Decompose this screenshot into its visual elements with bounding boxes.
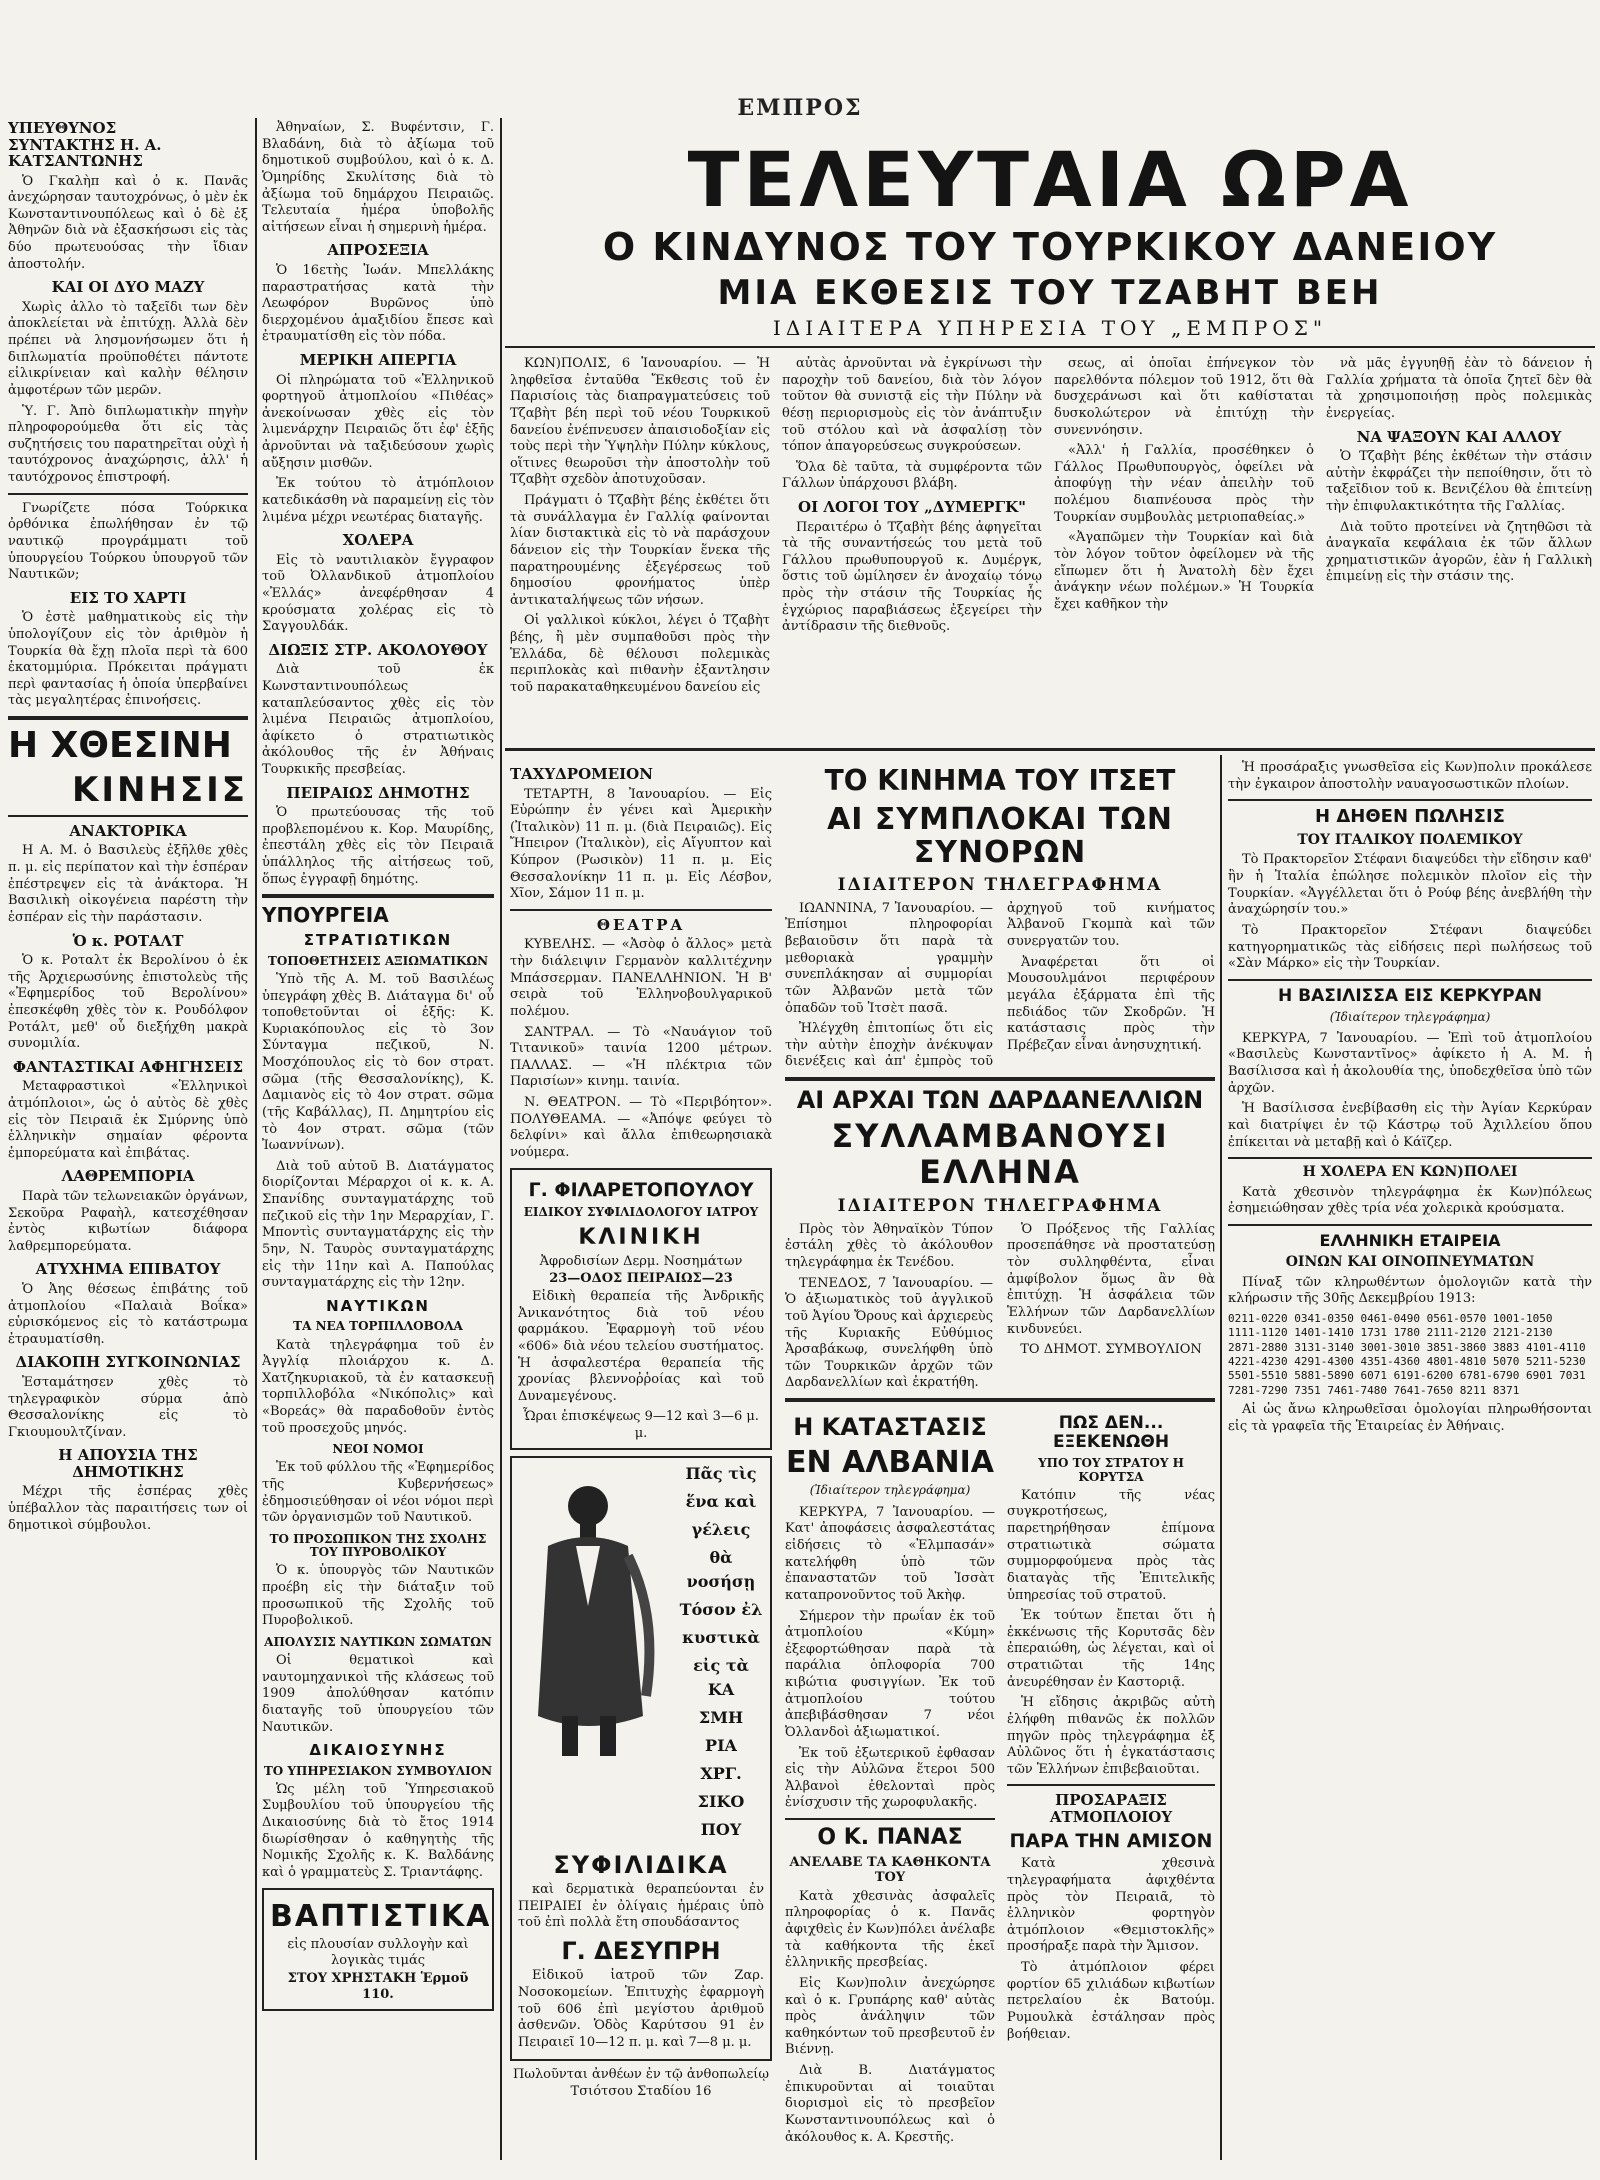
section-heading: ΤΟ ΠΡΟΣΩΠΙΚΟΝ ΤΗΣ ΣΧΟΛΗΣ ΤΟΥ ΠΥΡΟΒΟΛΙΚΟΥ bbox=[269, 1531, 487, 1560]
section-heading: ΚΑΙ ΟΙ ΔΥΟ ΜΑΖΥ bbox=[51, 278, 205, 297]
story-column bbox=[510, 356, 770, 741]
paragraph: Κατὰ χθεσινὰς ἀσφαλεῖς πληροφορίας ὁ κ. Πανᾶς ἀφιχθεὶς ἐν Κων)πόλει ἀνέλαβε τὰ καθήκοντα τῆς ἐκεῖ ἑλληνικῆς πρεσβείας. bbox=[785, 1888, 995, 1971]
headline-line-2: ΜΙΑ ΕΚΘΕΣΙΣ ΤΟΥ ΤΖΑΒΗΤ ΒΕΗ bbox=[717, 273, 1383, 313]
paragraph: ΚΕΡΚΥΡΑ, 7 Ἰανουαρίου. — Ἐπὶ τοῦ ἀτμοπλοίου «Βασιλεὺς Κωνσταντῖνος» ἀφίκετο ἡ Α. Μ. ἡ Βασίλισσα καὶ ἡ ἀκολουθία της, ὑποδεχθεῖσα ὑπὸ τῶν ἀρχῶν. bbox=[1228, 1030, 1592, 1096]
ad-role: ΕΙΔΙΚΟΥ ΣΥΦΙΛΙΔΟΛΟΓΟΥ ΙΑΤΡΟΥ bbox=[523, 1205, 759, 1220]
paragraph: Πρὸς τὸν Ἀθηναϊκὸν Τύπον ἐστάλη χθὲς τὸ ἀκόλουθον τηλεγράφημα ἐκ Τενέδου. bbox=[785, 1221, 993, 1271]
section-heading: ΔΙΩΞΙΣ ΣΤΡ. ΑΚΟΛΟΥΘΟΥ bbox=[268, 640, 488, 659]
ad-side-text: ΣΙΚΟ bbox=[697, 1791, 745, 1811]
section-heading: ΟΙ ΛΟΓΟΙ ΤΟΥ „ΔΥΜΕΡΓΚ" bbox=[798, 498, 1026, 516]
paragraph: ΤΕΝΕΔΟΣ, 7 Ἰανουαρίου. — Ὁ ἀξιωματικὸς τοῦ ἀγγλικοῦ τοῦ Ἀγίου Ὄρους καὶ ἀρχιερεὺς τῆς Κυριακῆς Εὐθύμιος Ἀρσαβάκωφ, συνελήφθη ὑπὸ τῶν Τουρκικῶν ἀρχῶν τῶν Δαρδανελλίων καὶ ἐκρατήθη. bbox=[785, 1275, 993, 1391]
paragraph: Η Α. Μ. ὁ Βασιλεὺς ἐξῆλθε χθὲς π. μ. εἰς περίπατον καὶ τὴν ἑσπέραν ἐπέστρεψεν εἰς τὰ ἀνάκτορα. Ἡ Βασιλικὴ οἰκογένεια παρέστη τὴν ἑσπέραν εἰς τὴν παράστασιν. bbox=[8, 843, 248, 925]
divider bbox=[505, 346, 1595, 348]
paragraph: Ἡ εἴδησις ἀκριβῶς αὐτὴ ἐλήφθη πιθανῶς ἐκ πολλῶν πηγῶν πρὸς τηλεγράφημα ἐξ Αὐλῶνος ὅτι ἡ ἐγκατάστασις τῶν Ἑλλήνων ἐπιβεβαιοῦται. bbox=[1007, 1695, 1215, 1777]
telegram-label: ΙΔΙΑΙΤΕΡΟΝ ΤΗΛΕΓΡΑΦΗΜΑ bbox=[837, 1195, 1163, 1216]
man-in-coat-illustration bbox=[518, 1466, 668, 1766]
ad-side-text: θὰ νοσήσῃ bbox=[686, 1547, 756, 1591]
paragraph: Ὁ Γκαλὴπ καὶ ὁ κ. Πανᾶς ἀνεχώρησαν ταυτοχρόνως, ὁ μὲν ἐκ Κωνσταντινουπόλεως καὶ ὁ δὲ ἐξ Ἀθηνῶν διὰ νὰ ἐξασκήσωσι εἰς τὰς δύο πρωτευούσας τὴν ἴδιαν ἀποστολήν. bbox=[8, 173, 248, 272]
divider bbox=[1228, 799, 1592, 801]
ad-side-text: ἕνα καὶ bbox=[685, 1491, 757, 1511]
ad-side-text: γέλεις bbox=[691, 1519, 751, 1539]
section-heading: ΤΑ ΝΕΑ ΤΟΡΠΙΛΛΟΒΟΛΑ bbox=[293, 1319, 463, 1334]
paragraph: Τὸ Πρακτορεῖον Στέφανι διαψεύδει τὴν εἴδησιν καθ' ἣν ἡ Ἰταλία ἐπώλησε πολεμικὸν πλοῖον εἰς τὴν Τουρκίαν. «Ἀγγέλλεται ὅτι ὁ Ρούφ βέης ἀνεβλήθη τὴν ἀναχώρησίν του.» bbox=[1228, 852, 1592, 918]
column-rule bbox=[500, 118, 502, 2160]
story-title: ΑΙ ΣΥΜΠΛΟΚΑΙ ΤΩΝ ΣΥΝΟΡΩΝ bbox=[827, 801, 1173, 870]
divider bbox=[1228, 979, 1592, 981]
section-subtitle: ΝΑΥΤΙΚΩΝ bbox=[326, 1296, 430, 1315]
ad-text: 23—ΟΔΟΣ ΠΕΙΡΑΙΩΣ—23 bbox=[549, 1271, 733, 1287]
story-title: Η ΧΟΛΕΡΑ ΕΝ ΚΩΝ)ΠΟΛΕΙ bbox=[1302, 1164, 1518, 1181]
ad-side-text: ΡΙΑ bbox=[705, 1735, 737, 1755]
story-title: Η ΔΗΘΕΝ ΠΩΛΗΣΙΣ bbox=[1315, 806, 1505, 828]
story-column bbox=[1054, 356, 1314, 741]
paragraph: Κατόπιν τῆς νέας συγκροτήσεως, παρετηρήθησαν ἐπίμονα στρατιωτικὰ σώματα συμμορφούμενα πρὸς τὰς διαταγὰς τῆς Ἐπιτελικῆς ὑπηρεσίας τοῦ στρατοῦ. bbox=[1007, 1487, 1215, 1603]
paragraph: Χωρὶς ἀλλο τὸ ταξεῖδι των δὲν ἀποκλείεται νὰ ἐπιτύχῃ. Ἀλλὰ δὲν πρέπει νὰ λησμονήσωμεν ὅτι ἡ διπλωματία προϋποθέτει πάντοτε εἰλικρίνειαν καὶ καλὴν θέλησιν ἀμφοτέρων τῶν μερῶν. bbox=[8, 299, 248, 398]
paragraph: Ὁ Τζαβὴτ βέης ἐκθέτων τὴν στάσιν αὐτὴν ἐκφράζει τὴν πεποίθησιν, ὅτι τὸ ταξεῖδιον τοῦ κ. Βενιζέλου θὰ ἐπιτείνῃ τὴν ἐπιφυλακτικότητα τῆς Γαλλίας. bbox=[1326, 449, 1592, 514]
story-body bbox=[785, 1222, 1215, 1392]
section-heading: ΕΙΣ ΤΟ ΧΑΡΤΙ bbox=[69, 588, 187, 607]
ad-side-text: Πᾶς τὶς bbox=[685, 1463, 757, 1483]
story-subtitle: ΥΠΟ ΤΟΥ ΣΤΡΑΤΟΥ Η ΚΟΡΥΤΣΑ bbox=[1038, 1456, 1184, 1484]
paragraph: ΚΥΒΕΛΗΣ. — «Ἀσὸφ ὁ ἄλλος» μετὰ τὴν διάλειψιν Γερμανὸν καλλιτέχνην Μπάσσερμαν. ΠΑΝΕΛΛΗΝΙΟΝ. Ἡ Β' σειρὰ τοῦ Ἑλληνοβουλγαρικοῦ πολέμου. bbox=[510, 937, 772, 1019]
paragraph: ΚΕΡΚΥΡΑ, 7 Ἰανουαρίου. — Κατ' ἀποφάσεις ἀσφαλεστάτας εἰδήσεις τὸ «Ἐλμπασάν» κατελήφθη ὑπὸ τῶν ἐπαναστατῶν τοῦ Ἰσσὰτ καταπρονοῦντος τοῦ Ἀκὴφ. bbox=[785, 1504, 995, 1603]
ad-side-text: εἰς τὰ ΚΑ bbox=[693, 1655, 749, 1699]
divider bbox=[1007, 1784, 1215, 1786]
headline-banner: ΤΕΛΕΥΤΑΙΑ ΩΡΑ bbox=[687, 135, 1413, 224]
paragraph: Ἠλέγχθη ἐπιτοπίως ὅτι εἰς τὴν αὐτὴν ἐποχὴν ἀνέκυψαν διενέξεις καὶ ἀπ' ἐμπρὸς τοῦ ἀρχηγοῦ τοῦ κινήματος Ἀλβανοῦ Γκομπὰ καὶ τῶν συνεργατῶν του. bbox=[785, 900, 1215, 1070]
paragraph: Ὁ πρωτεύουσας τῆς τοῦ προβλεπομένου κ. Κορ. Μαυρίδης, ἐπεστάλη χθὲς εἰς τὸν Πειραιᾶ ὑπάλληλος τῆς αἰτήσεως τοῦ, ὅπως ἐγγραφῇ δημότης. bbox=[262, 805, 494, 887]
paragraph: ΚΩΝ)ΠΟΛΙΣ, 6 Ἰανουαρίου. — Ἡ ληφθεῖσα ἐνταῦθα Ἔκθεσις τοῦ ἐν Παρισίοις τὰς διαπραγματεύσεις τοῦ Τζαβὴτ βέη περὶ τοῦ νέου Τουρκικοῦ δανείου ἐνέπνευσεν ἀπαισιοδοξίαν εἰς τοὺς περὶ τὴν Ὑψηλὴν Πύλην κύκλους, οἵτινες θεωροῦσι τὴν ἀποστολὴν τοῦ Τζαβὴτ σχεδὸν ἀποτυχοῦσαν. bbox=[510, 356, 770, 488]
story-block bbox=[785, 1408, 995, 2150]
section-heading: Η ΑΠΟΥΣΙΑ ΤΗΣ ΔΗΜΟΤΙΚΗΣ bbox=[58, 1446, 198, 1481]
story-column bbox=[1326, 356, 1592, 741]
paragraph: καὶ δερματικὰ θεραπεύονται ἐν ΠΕΙΡΑΙΕΙ ἐν ὀλίγαις ἡμέραις ὑπὸ τοῦ ἐπὶ πολλὰ ἔτη σπουδάσαντος bbox=[518, 1882, 764, 1931]
story-subtitle: ΟΙΝΩΝ ΚΑΙ ΟΙΝΟΠΝΕΥΜΑΤΩΝ bbox=[1285, 1254, 1535, 1271]
paragraph: Ἐκ τοῦ φύλλου τῆς «Ἐφημερίδος τῆς Κυβερνήσεως» ἐδημοσιεύθησαν οἱ νέοι νόμοι περὶ τῶν ὀργανισμῶν τοῦ Ναυτικοῦ. bbox=[262, 1460, 494, 1526]
paragraph: «Ἀγαπῶμεν τὴν Τουρκίαν καὶ διὰ τὸν λόγον τοῦτον ὀφείλομεν νὰ τῆς εἴπωμεν ὅτι ἡ Ἀνατολὴ δὲν ἔχει ἀνάγκην νέων πολέμων.» Ἡ Τουρκία ἔχει καθῆκον τὴν bbox=[1054, 530, 1314, 612]
ad-name: Γ. ΦΙΛΑΡΕΤΟΠΟΥΛΟΥ bbox=[528, 1178, 754, 1201]
ad-side-text: ΠΟΥ bbox=[700, 1819, 742, 1839]
paragraph: Ἐκ τούτου τὸ ἀτμόπλοιον κατεδικάσθη νὰ παραμείνῃ εἰς τὸν λιμένα μέχρι νεωτέρας διαταγῆς. bbox=[262, 476, 494, 525]
advertisement bbox=[510, 1456, 772, 2062]
paragraph: Εἰδικὴ θεραπεία τῆς Ἀνδρικῆς Ἀνικανότητος διὰ τοῦ νέου φαρμάκου. Ἐφαρμογὴ τοῦ νέου «606» διὰ νέου τελείου συστήματος. Ἡ ἀσφαλεστέρα θεραπεία τῆς χρονίας βλεννοῤῥοίας καὶ τοῦ Δυναμεγένους. bbox=[518, 1289, 764, 1404]
divider bbox=[8, 716, 248, 720]
section-heading: ΘΕΑΤΡΑ bbox=[596, 915, 686, 934]
paragraph: Περαιτέρω ὁ Τζαβὴτ βέης ἀφηγεῖται τὰ τῆς συναντήσεώς του μετὰ τοῦ Γάλλου πρωθυπουργοῦ κ. Δυμέργκ, ὅστις τοῦ ὡμίλησεν ἐν ἀνοχαίῳ τόνῳ πρὸς τὴν στάσιν τῆς Τουρκίας ἧς ἐγχώριος παραβιάσεως ἐξεγείρει τὴν ἀντίδρασιν τῆς διεθνοῦς. bbox=[782, 519, 1042, 635]
section-heading: ΦΑΝΤΑΣΤΙΚΑΙ ΑΦΗΓΗΣΕΙΣ bbox=[12, 1057, 244, 1076]
divider bbox=[785, 1818, 995, 1820]
story-subtitle: ΠΑΡΑ ΤΗΝ ΑΜΙΣΟΝ bbox=[1009, 1830, 1213, 1853]
section-heading: ΝΕΟΙ ΝΟΜΟΙ bbox=[332, 1442, 424, 1457]
story-body bbox=[785, 901, 1215, 1071]
paragraph: Κατὰ χθεσινὸν τηλεγράφημα ἐκ Κων)πόλεως ἐσημειώθησαν χθὲς τρία νέα χολερικὰ κρούσματα. bbox=[1228, 1184, 1592, 1217]
divider bbox=[262, 894, 494, 898]
paragraph: σεως, αἱ ὁποῖαι ἐπήνεγκον τὸν παρελθόντα πόλεμον τοῦ 1912, ὅτι θὰ δυσχεράνωσι καὶ ὅτι καθίσταται δυσκολώτερον νὰ ἐπιτύχῃ τὴν συνεννόησιν. bbox=[1054, 356, 1314, 438]
paragraph: Μέχρι τῆς ἐσπέρας χθὲς ὑπέβαλλον τὰς παραιτήσεις των οἱ δημοτικοὶ σύμβουλοι. bbox=[8, 1484, 248, 1533]
section-heading: Ὁ κ. ΡΟΤΑΛΤ bbox=[72, 931, 184, 950]
ad-text: Πωλοῦνται ἀνθέων ἐν τῷ ἀνθοπωλείῳ Τσιότσου Σταδίου 16 bbox=[513, 2067, 769, 2100]
telegram-label: (Ἰδιαίτερον τηλεγράφημα) bbox=[809, 1483, 971, 1498]
paragraph: Ὁ Ἀης θέσεως ἐπιβάτης τοῦ ἀτμοπλοίου «Παλαιὰ Βοΐκα» εὑρισκόμενος εἰς τὸ κατάστρωμα ἐτραυματίσθη. bbox=[8, 1281, 248, 1347]
two-story-row bbox=[785, 1408, 1215, 2150]
paragraph: «Ἀλλ' ἡ Γαλλία, προσέθηκεν ὁ Γάλλος Πρωθυπουργὸς, ὀφείλει νὰ ἀποφύγῃ τὴν νέαν ἀπειλὴν τοῦ πολέμου διαπνέουσα πρὸς τὴν Τουρκίαν συμβουλὰς μετριοπαθείας.» bbox=[1054, 443, 1314, 525]
story-subtitle: ΑΝΕΛΑΒΕ ΤΑ ΚΑΘΗΚΟΝΤΑ ΤΟΥ bbox=[789, 1855, 991, 1885]
ad-text: ΣΤΟΥ ΧΡΗΣΤΑΚΗ Ἑρμοῦ 110. bbox=[287, 1970, 469, 2003]
story-title: ΣΥΛΛΑΜΒΑΝΟΥΣΙ ΕΛΛΗΝΑ bbox=[831, 1117, 1169, 1191]
paragraph: νὰ μᾶς ἐγγυηθῇ ἐὰν τὸ δάνειον ἡ Γαλλία χρήματα τὰ ὁποῖα ζητεῖ δὲν θὰ τὰ χρησιμοποιήσῃ πρὸς πολεμικὰς ἐνεργείας. bbox=[1326, 356, 1592, 421]
story-title: ΤΟ ΚΙΝΗΜΑ ΤΟΥ ΙΤΣΕΤ bbox=[824, 764, 1176, 797]
paragraph: Οἱ θεματικοὶ καὶ ναυτομηχανικοὶ τῆς κλάσεως τοῦ 1909 ἀπολύθησαν κατόπιν διαταγῆς τοῦ ὑπουργείου τῶν Ναυτικῶν. bbox=[262, 1653, 494, 1735]
story-title: ΑΙ ΑΡΧΑΙ ΤΩΝ ΔΑΡΔΑΝΕΛΛΙΩΝ bbox=[796, 1086, 1204, 1115]
paragraph: Ἡ προσάραξις γνωσθεῖσα εἰς Κων)πολιν προκάλεσε τὴν ἐγκαιρον ἀποστολὴν ναυαγοσωστικῶν πλοίων. bbox=[1228, 760, 1592, 792]
paragraph: Διὰ Β. Διατάγματος ἐπικυροῦνται αἱ τοιαῦται διορισμοὶ εἰς τὸ πρεσβεῖον Κωνσταντινουπόλεως καὶ ὁ ἀκόλουθος κ. Α. Κρεστῆς. bbox=[785, 2063, 995, 2145]
section-heading: ΤΑΧΥΔΡΟΜΕΙΟΝ bbox=[510, 765, 653, 783]
paragraph: Οἱ πληρώματα τοῦ «Ἑλληνικοῦ φορτηγοῦ ἀτμοπλοίου «Πιθέας» ἀνεκοίνωσαν χθὲς εἰς τὸν λιμενάρχην Πειραιῶς ὅτι ἐφ' ἑξῆς ἀρνοῦνται νὰ ταξιδεύσουν χωρὶς αὔξησιν μισθῶν. bbox=[262, 372, 494, 471]
section-title: Η ΧΘΕΣΙΝΗ bbox=[8, 725, 232, 766]
bond-number-list: 0211-0220 0341-0350 0461-0490 0561-0570 1001-1050 1111-1120 1401-1410 1731 1780 2111-2120 2121-2130 2871-2880 3131-3140 3001-3010 3851-3860 3883 4101-4110 4221-4230 4291-4300 4351-4360 4801-4810 5070 5211-5230 5501-5510 5881-5890 6071 6191-6200 6781-6790 6901 7031 7281-7290 7351 7461-7480 7641-7650 8211 8371 bbox=[1228, 1312, 1586, 1397]
telegram-label: ΙΔΙΑΙΤΕΡΟΝ ΤΗΛΕΓΡΑΦΗΜΑ bbox=[837, 874, 1163, 895]
paragraph: Εἰς Κων)πολιν ἀνεχώρησε καὶ ὁ κ. Γρυπάρης καθ' αὐτὰς πρὸς ἀνάληψιν τῶν καθηκόντων τοῦ πρεσβευτοῦ ἐν Βιέννῃ. bbox=[785, 1975, 995, 2058]
column-rule bbox=[1220, 755, 1222, 2160]
story-title: Η ΚΑΤΑΣΤΑΣΙΣ bbox=[793, 1413, 987, 1442]
paragraph: Ὑ. Γ. Ἀπὸ διπλωματικὴν πηγὴν πληροφορούμεθα ὅτι εἰς τὰς συζητήσεις του παρατηρεῖται οὐχὶ ἡ ταυτόχρονος ἀναχώρησις, ἀλλ' ἡ ταυτόχρονος ἐπιστροφή. bbox=[8, 403, 248, 485]
story-title: Ο Κ. ΠΑΝΑΣ bbox=[817, 1825, 963, 1851]
paragraph: Παρὰ τῶν τελωνειακῶν ὀργάνων, Σεκοῦρα Ραφαὴλ, κατεσχέθησαν ἐντὸς κιβωτίων διάφορα λαθρεμπορεύματα. bbox=[8, 1188, 248, 1254]
section-heading: ΠΕΙΡΑΙΩΣ ΔΗΜΟΤΗΣ bbox=[286, 783, 470, 802]
paragraph: Αἱ ὡς ἄνω κληρωθεῖσαι ὁμολογίαι πληρωθήσονται εἰς τὰ γραφεῖα τῆς Ἑταιρείας ἐν Ἀθήναις. bbox=[1228, 1401, 1592, 1434]
editor-name: ΣΥΝΤΑΚΤΗΣ Η. Α. ΚΑΤΣΑΝΤΩΝΗΣ bbox=[8, 135, 162, 170]
paragraph: Ἀναφέρεται ὅτι οἱ Μουσουλμάνοι περιφέρουν μεγάλα ἐξάρματα ἐπὶ τῆς πεδιάδος τῶν Σκοδρῶν. Ἡ κατάστασις πρὸς τὴν Πρέβεζαν εἶναι ἀνησυχητική. bbox=[1007, 954, 1215, 1053]
divider bbox=[505, 748, 1595, 751]
paragraph: Διὰ τοῦ αὐτοῦ Β. Διατάγματος διορίζονται Μέραρχοι οἱ κ. κ. Α. Σπανίδης συνταγματάρχης τοῦ πεζικοῦ εἰς τὴν 1ην Μεραρχίαν, Γ. Μποντὶς συνταγματάρχης εἰς τὴν 5ην, Ν. Ταυρὸς συνταγματάρχης εἰς τὴν 11ην καὶ Α. Παπούλας συνταγματάρχης εἰς τὴν 12ην. bbox=[262, 1158, 494, 1291]
paragraph: Γνωρίζετε πόσα Τούρκικα ὀρθόνικα ἐπωλήθησαν ἐν τῷ ναυτικῷ προγράμματι τοῦ ὑπουργείου Τούρκου ὑπουργοῦ τῶν Ναυτικῶν; bbox=[8, 500, 248, 583]
divider bbox=[785, 1398, 1215, 1402]
section-heading: ΜΕΡΙΚΗ ΑΠΕΡΓΙΑ bbox=[299, 351, 457, 369]
ad-text: Ὧραι ἐπισκέψεως 9—12 καὶ 3—6 μ. μ. bbox=[523, 1409, 759, 1442]
column-lower-a bbox=[510, 760, 772, 2160]
paragraph: ΣΑΝΤΡΑΛ. — Τὸ «Ναυάγιον τοῦ Τιτανικοῦ» ταινία 1200 μέτρων. ΠΑΛΛΑΣ. — «Ἡ πλέκτρια τῶν Παρισίων» κινημ. ταινία. bbox=[510, 1024, 772, 1090]
paragraph: Ὁ κ. ὑπουργὸς τῶν Ναυτικῶν προέβη εἰς τὴν διάταξιν τοῦ προσωπικοῦ τῆς Σχολῆς τοῦ Πυροβολικοῦ. bbox=[262, 1563, 494, 1629]
paragraph: Οἱ γαλλικοὶ κύκλοι, λέγει ὁ Τζαβὴτ βέης, ἢ μὲν συμπαθοῦσι πρὸς τὴν Ἑλλάδα, δὲ θέλουσι πολεμικὰς περιπλοκὰς καὶ πιθανὴν ἐξαντλησιν τοῦ παρακαταθηκευμένου δανείου εἰς bbox=[510, 613, 770, 695]
editor-label: ΥΠΕΥΘΥΝΟΣ bbox=[8, 120, 117, 137]
section-heading: ΧΟΛΕΡΑ bbox=[342, 531, 414, 550]
story-subtitle: ΤΟΥ ΙΤΑΛΙΚΟΥ ΠΟΛΕΜΙΚΟΥ bbox=[1297, 832, 1523, 849]
ad-title: ΒΑΠΤΙΣΤΙΚΑ bbox=[270, 1898, 492, 1934]
section-subtitle: ΣΤΡΑΤΙΩΤΙΚΩΝ bbox=[303, 931, 453, 950]
paragraph: ΤΕΤΑΡΤΗ, 8 Ἰανουαρίου. — Εἰς Εὐρώπην ἐν γένει καὶ Ἀμερικὴν (Ἰταλικὸν) 11 π. μ. (διὰ Πειραιῶς). Εἰς Ἤπειρον (Ἰταλικὸν), εἰς Αἴγυπτον καὶ Κύπρον (Ρωσικὸν) 11 π. μ. Εἰς Θεσσαλονίκην 11 π. μ. Εἰς Λέσβον, Χῖον, Σάμον 11 π. μ. bbox=[510, 786, 772, 902]
column-rule bbox=[255, 118, 257, 2160]
section-heading: ΔΙΑΚΟΠΗ ΣΥΓΚΟΙΝΩΝΙΑΣ bbox=[15, 1353, 241, 1372]
paragraph: Ὁ 16ετὴς Ἰωάν. Μπελλάκης παραστρατήσας κατὰ τὴν Λεωφόρον Βυρῶνος ὑπὸ διερχομένου ἁμαξιδίου ἔπεσε καὶ ἐτραυματίσθη εἰς τὸν πόδα. bbox=[262, 262, 494, 345]
section-heading: ΑΤΥΧΗΜΑ ΕΠΙΒΑΤΟΥ bbox=[35, 1260, 221, 1279]
section-heading: ΑΠΡΟΣΕΞΙΑ bbox=[327, 241, 429, 260]
ad-side-text: κυστικὰ bbox=[682, 1627, 760, 1647]
paragraph: Κατὰ χθεσινὰ τηλεγραφήματα ἀφιχθέντα πρὸς τὸν Πειραιᾶ, τὸ ἑλληνικὸν φορτηγὸν ἀτμόπλοιον «Θεμιστοκλῆς» προσήραξε παρὰ τὴν Ἄμισον. bbox=[1007, 1856, 1215, 1955]
paragraph: Εἰδικοῦ ἰατροῦ τῶν Ζαρ. Νοσοκομείων. Ἐπιτυχὴς ἐφαρμογὴ τοῦ 606 ἐπὶ μεγίστου ἀριθμοῦ ἀσθενῶν. Ὁδὸς Καρύτσου 91 ἐν Πειραιεῖ 10—12 π. μ. καὶ 7—8 μ. μ. bbox=[518, 1968, 764, 2050]
section-heading: ΛΑΘΡΕΜΠΟΡΙΑ bbox=[61, 1167, 195, 1186]
headline-line-1: Ο ΚΙΝΔΥΝΟΣ ΤΟΥ ΤΟΥΡΚΙΚΟΥ ΔΑΝΕΙΟΥ bbox=[602, 225, 1498, 269]
paragraph: Ὁ Πρόξενος τῆς Γαλλίας προσεπάθησε νὰ προστατεύσῃ τὸν συλληφθέντα, εἶναι ἀμφίβολον ὅμως ἂν θὰ ἐπιτύχῃ. Ἡ ἀσφάλεια τῶν Ἑλλήνων τῶν Δαρδανελλίων κινδυνεύει. bbox=[1007, 1221, 1215, 1337]
column-right bbox=[1228, 760, 1592, 2160]
ad-side-text: Τόσον ἐλ bbox=[679, 1599, 763, 1619]
paragraph: Σήμερον τὴν πρωΐαν ἐκ τοῦ ἀτμοπλοίου «Κύμη» ἐξεφορτώθησαν παρὰ τὰ παράλια ὁπλοφορία 700 κιβώτια φυσιγγίων. Ἐκ τοῦ ἀτμοπλοίου τούτου ἀπεβιβάσθησαν 7 νέοι Ὀλλανδοὶ ἀξιωματικοί. bbox=[785, 1608, 995, 1740]
column-2 bbox=[262, 120, 494, 2160]
telegram-label: (Ἰδιαίτερον τηλεγράφημα) bbox=[1329, 1009, 1491, 1024]
paragraph: Ὑπὸ τῆς Α. Μ. τοῦ Βασιλέως ὑπεγράφη χθὲς Β. Διάταγμα δι' οὗ τοποθετοῦνται οἱ ἑξῆς: Κ. Κυριακόπουλος εἰς τὸ 3ον Σύνταγμα πεζικοῦ, Ν. Μοσχόπουλος εἰς τὸ 6ον στρατ. σῶμα (τῆς Θεσσαλονίκης), Κ. Δαμιανὸς εἰς τὸ 4ον στρατ. σῶμα (τῆς Καβάλλας), Π. Δημητρίου εἰς τὸ 4ον στρατ. σῶμα (τῶν Ἰωαννίνων). bbox=[262, 971, 494, 1154]
paragraph: Ἐκ τούτων ἔπεται ὅτι ἡ ἐκκένωσις τῆς Κορυτσᾶς δὲν ἐπεραιώθη, ὡς λέγεται, καὶ οἱ στρατιῶται τῆς 14ης ἀνευρέθησαν ἐν Καστοριᾷ. bbox=[1007, 1608, 1215, 1690]
story-title: ΕΝ ΑΛΒΑΝΙΑ bbox=[785, 1445, 995, 1481]
paragraph: Ἀθηναίων, Σ. Βυφέντσιν, Γ. Βλαδάνη, διὰ τὸ ἀξίωμα τοῦ δημοτικοῦ συμβούλου, καὶ ὁ κ. Δ. Ὁμηρίδης Σκυλίτσης διὰ τὸ ἀξίωμα τοῦ δημάρχου Πειραιῶς. Τελευταία ἡμέρα ὑποβολῆς αἰτήσεων εἶναι ἡ σημερινὴ ἡμέρα. bbox=[262, 120, 494, 235]
paragraph: Ὁ κ. Ροταλτ ἐκ Βερολίνου ὁ ἐκ τῆς Ἀρχιερωσύνης ἐπιστολεὺς τῆς «Ἐφημερίδος τοῦ Βερολίνου» ἐπεσκέφθη χθὲς τὸν κ. Ρουδόλφον Ροτάλτ, μεθ' οὗ διεξήχθη μακρὰ συνομιλία. bbox=[8, 953, 248, 1052]
advertisement bbox=[262, 1888, 494, 2012]
section-heading: ΑΠΟΛΥΣΙΣ ΝΑΥΤΙΚΩΝ ΣΩΜΑΤΩΝ bbox=[264, 1634, 492, 1649]
section-title: ΚΙΝΗΣΙΣ bbox=[71, 769, 248, 810]
story-block bbox=[1007, 1408, 1215, 2150]
paragraph: Κατὰ τηλεγράφημα τοῦ ἐν Ἀγγλίᾳ πλοιάρχου κ. Δ. Χατζηκυριακοῦ, τὰ ἐν κατασκευῇ τορπιλλοβόλα «Νικόπολις» καὶ «Βορεάς» θὰ παραδοθοῦν ἐντὸς τοῦ προσεχοῦς μηνός. bbox=[262, 1337, 494, 1436]
paragraph: Ὡς μέλη τοῦ Ὑπηρεσιακοῦ Συμβουλίου τοῦ ὑπουργείου τῆς Δικαιοσύνης διὰ τὸ ἔτος 1914 διωρίσθησαν ὁ καθηγητὴς τῆς Νομικῆς Σχολῆς κ. Κ. Βαλδάνης καὶ ὁ γραμματεὺς Σ. Τριαντάφης. bbox=[262, 1781, 494, 1880]
paragraph: αὐτὰς ἀρνοῦνται νὰ ἐγκρίνωσι τὴν παροχὴν τοῦ δανείου, διὰ τὸν λόγον τοῦτον θὰ συνιστᾷ εἰς τὴν Πύλην νὰ θέσῃ περιορισμοὺς εἰς τὸν ἀνάπτυξιν τοῦ στόλου καὶ νὰ ἀσφαλίσῃ τὸν τόπον ἀπαγορεύσεως συγκρούσεων. bbox=[782, 356, 1042, 455]
section-subtitle: ΔΙΚΑΙΟΣΥΝΗΣ bbox=[309, 1741, 447, 1760]
paragraph: Πίναξ τῶν κληρωθέντων ὁμολογιῶν κατὰ τὴν κλήρωσιν τῆς 30ῆς Δεκεμβρίου 1913: bbox=[1228, 1274, 1592, 1307]
paragraph: Τὸ Πρακτορεῖον Στέφανι διαψεύδει κατηγορηματικῶς τὰς εἰδήσεις περὶ πωλήσεως τοῦ «Σὰν Μάρκο» εἰς τὴν Τουρκίαν. bbox=[1228, 922, 1592, 972]
ad-title: ΚΛΙΝΙΚΗ bbox=[578, 1224, 704, 1250]
section-heading: ΝΑ ΨΑΞΟΥΝ ΚΑΙ ΑΛΛΟΥ bbox=[1356, 427, 1562, 446]
column-1 bbox=[8, 120, 248, 2160]
masthead: ΕΜΠΡΟΣ bbox=[737, 95, 863, 121]
ad-title: ΣΥΦΙΛΙΔΙΚΑ bbox=[553, 1850, 729, 1879]
paragraph: ΙΩΑΝΝΙΝΑ, 7 Ἰανουαρίου. — Ἐπίσημοι πληροφορίαι βεβαιοῦσιν ὅτι παρὰ τὰ μεθοριακὰ γραμμὴν συνεπλάκησαν αἱ συμμορίαι τῶν Ἀλβανῶν μετὰ τῶν ὀπαδῶν τοῦ Ἰτσὲτ πασᾶ. bbox=[785, 900, 993, 1016]
paragraph: Ἐκ τοῦ ἐξωτερικοῦ ἐφθασαν εἰς τὴν Αὐλῶνα ἕτεροι 500 Ἀλβανοὶ ἐθελονταὶ πρὸς ἐνίσχυσιν τῆς χωροφυλακῆς. bbox=[785, 1745, 995, 1811]
paragraph: Ὁ ἐστὲ μαθηματικοὺς εἰς τὴν ὑπολογίζουν εἰς τὸν ἀριθμὸν ἡ Τουρκία θὰ ἔχῃ πλοῖα περὶ τὰ 600 ἑκατομμύρια. Πρόκειται πράγματι περὶ φαντασίας ἡ ὁποία ὑπερβαίνει τὰς μεγαλητέρας ἐπινοήσεις. bbox=[8, 610, 248, 709]
divider bbox=[8, 493, 248, 495]
paragraph: Διὰ τοῦ ἐκ Κωνσταντινουπόλεως καταπλεύσαντος χθὲς εἰς τὸν λιμένα Πειραιῶς ἀτμοπλοίου, ἀφίκετο ὁ στρατιωτικὸς ἀκόλουθος τῆς ἐν Ἀθήναις Τουρκικῆς πρεσβείας. bbox=[262, 662, 494, 777]
paragraph: Διὰ τοῦτο προτείνει νὰ ζητηθῶσι τὰ ἀναγκαῖα κεφάλαια ἐκ τῶν ἄλλων χρηματιστικῶν ἀγορῶν, ἐὰν ἡ Γαλλικὴ ἐπιμείνῃ εἰς τὴν στάσιν της. bbox=[1326, 519, 1592, 585]
column-lower-b bbox=[785, 760, 1215, 2160]
section-heading: ΑΝΑΚΤΟΡΙΚΑ bbox=[69, 821, 187, 840]
ad-side-text: ΣΜΗ bbox=[698, 1707, 744, 1727]
paragraph: Ἐσταμάτησεν χθὲς τὸ τηλεγραφικὸν σύρμα ἀπὸ Θεσσαλονίκης εἰς τὸ Γκιουμουλτζίναν. bbox=[8, 1374, 248, 1440]
paragraph: Ἡ Βασίλισσα ἐνεβίβασθη εἰς τὴν Ἀγίαν Κερκύραν καὶ διατρίψει ἐν τῷ Κάστρῳ τοῦ Ἀχιλλείου ὅπου ἐπίκειται νὰ μεταβῇ καὶ ὁ Κάϊζερ. bbox=[1228, 1101, 1592, 1150]
headline-line-3: ΙΔΙΑΙΤΕΡΑ ΥΠΗΡΕΣΙΑ ΤΟΥ „ΕΜΠΡΟΣ" bbox=[772, 316, 1328, 340]
divider bbox=[510, 909, 772, 911]
story-title: ΠΡΟΣΑΡΑΞΙΣ ΑΤΜΟΠΛΟΙΟΥ bbox=[1049, 1791, 1173, 1826]
paragraph: Ν. ΘΕΑΤΡΟΝ. — Τὸ «Περιβόητον». ΠΟΛΥΘΕΑΜΑ. — «Ἀπόψε φεύγει τὸ δελφίνι» καὶ ἄλλα ἐπιθεωρησιακὰ νούμερα. bbox=[510, 1095, 772, 1160]
section-heading: ΤΟ ΥΠΗΡΕΣΙΑΚΟΝ ΣΥΜΒΟΥΛΙΟΝ bbox=[263, 1763, 493, 1778]
story-title: Η ΒΑΣΙΛΙΣΣΑ ΕΙΣ ΚΕΡΚΥΡΑΝ bbox=[1277, 985, 1543, 1006]
divider bbox=[1228, 1224, 1592, 1226]
advertisement bbox=[510, 1168, 772, 1450]
ad-text: εἰς πλουσίαν συλλογὴν καὶ λογικὰς τιμάς bbox=[287, 1936, 469, 1969]
section-heading: ΤΟΠΟΘΕΤΗΣΕΙΣ ΑΞΙΩΜΑΤΙΚΩΝ bbox=[267, 953, 489, 968]
divider bbox=[785, 1077, 1215, 1081]
ad-name: Γ. ΔΕΣΥΠΡΗ bbox=[561, 1936, 721, 1965]
story-title: ΕΛΛΗΝΙΚΗ ΕΤΑΙΡΕΙΑ bbox=[1319, 1230, 1501, 1250]
signature: ΤΟ ΔΗΜΟΤ. ΣΥΜΒΟΥΛΙΟΝ bbox=[1020, 1342, 1202, 1358]
paragraph: Τὸ ἀτμόπλοιον φέρει φορτίον 65 χιλιάδων κιβωτίων πετρελαίου ἐκ Βατούμ. Ρυμουλκὰ ἐστάλησαν πρὸς βοήθειαν. bbox=[1007, 1960, 1215, 2042]
divider bbox=[8, 815, 248, 817]
paragraph: Πράγματι ὁ Τζαβὴτ βέης ἐκθέτει ὅτι τὰ συνάλλαγμα ἐν Γαλλίᾳ φαίνονται λίαν διστακτικὰ εἰς τὸ νὰ παράσχουν δάνειον εἰς τὴν Τουρκίαν ἕνεκα τῆς παρατηρουμένης ἐξεγέρσεως τοῦ δημοσίου φρονήματος ὑπὲρ ἀντικαταλήψεως τῶν νήσων. bbox=[510, 493, 770, 608]
section-title: ΥΠΟΥΡΓΕΙΑ bbox=[262, 903, 389, 928]
paragraph: Μεταφραστικοὶ «Ἑλληνικοὶ ἀτμόπλοιοι», ὡς ὁ αὐτὸς δὲ χθὲς εἰς τὸν Πειραιᾶ ἐκ Σμύρνης ὑπὸ ἑλληνικὴν σημαίαν φέροντα ἐμπορεύματα καὶ ἐπιβάτας. bbox=[8, 1079, 248, 1161]
story-column bbox=[782, 356, 1042, 741]
paragraph: Εἰς τὸ ναυτιλιακὸν ἔγγραφον τοῦ Ὀλλανδικοῦ ἀτμοπλοίου «Ἐλλάς» ἀνεφέρθησαν 4 κρούσματα χολέρας εἰς τὸ Σαγγουλδάκ. bbox=[262, 552, 494, 635]
story-title: ΠΩΣ ΔΕΝ... ΕΞΕΚΕΝΩΘΗ bbox=[1052, 1413, 1170, 1452]
divider bbox=[1228, 1157, 1592, 1159]
ad-side-text: ΧΡΓ. bbox=[700, 1763, 742, 1783]
ad-text: Ἀφροδισίων Δερμ. Νοσημάτων bbox=[539, 1253, 743, 1269]
paragraph: Ὅλα δὲ ταῦτα, τὰ συμφέροντα τῶν Γάλλων ὑπάρχουσι βλάβη. bbox=[782, 459, 1042, 492]
